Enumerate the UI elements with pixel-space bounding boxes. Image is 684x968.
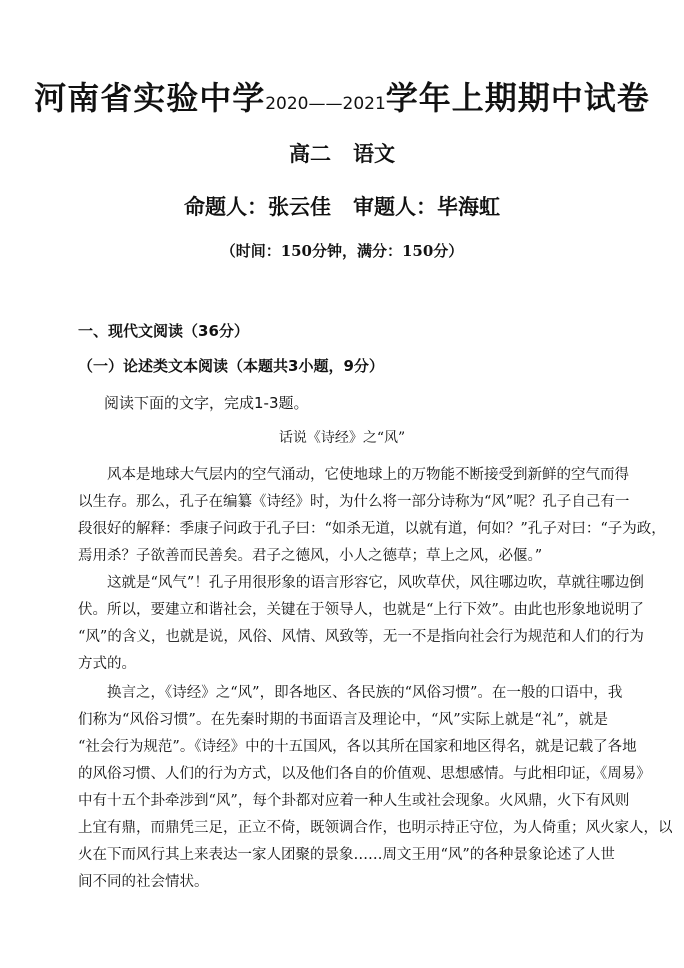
exam-time-info: （时间：150分钟，满分：150分） bbox=[220, 242, 464, 260]
article-paragraph-2 bbox=[78, 570, 644, 678]
article-paragraph-3 bbox=[78, 680, 673, 896]
exam-subject: 高二 语文 bbox=[289, 141, 395, 166]
exam-authors: 命题人：张云佳 审题人：毕海虹 bbox=[184, 194, 500, 219]
paragraph-line: 方式的。 bbox=[78, 656, 136, 672]
paragraph-line: 以生存。那么，孔子在编纂《诗经》时，为什么将一部分诗称为“风”呢？孔子自己有一 bbox=[78, 494, 630, 510]
section-heading-1: 一、现代文阅读（36分） bbox=[78, 322, 249, 340]
exam-title-term: 学年上期期中试卷 bbox=[385, 79, 650, 117]
paragraph-line: 间不同的社会情状。 bbox=[78, 874, 209, 890]
exam-title-school: 河南省实验中学 bbox=[34, 79, 266, 117]
paragraph-line: “社会行为规范”。《诗经》中的十五国风，各以其所在国家和地区得名，就是记载了各地 bbox=[78, 739, 637, 755]
paragraph-line: 的风俗习惯、人们的行为方式，以及他们各自的价值观、思想感情。与此相印证，《周易》 bbox=[78, 766, 651, 782]
article-paragraph-1 bbox=[78, 462, 666, 570]
paragraph-line: 段很好的解释：季康子问政于孔子曰：“如杀无道，以就有道，何如？”孔子对曰：“子为政， bbox=[78, 521, 666, 537]
paragraph-line: 火在下而风行其上来表达一家人团聚的景象……周文王用“风”的各种景象论述了人世 bbox=[78, 847, 615, 863]
exam-title bbox=[0, 78, 684, 124]
section-heading-1-1: （一）论述类文本阅读（本题共3小题，9分） bbox=[78, 357, 384, 375]
reading-instruction: 阅读下面的文字，完成1-3题。 bbox=[104, 394, 309, 412]
paragraph-line: 风本是地球大气层内的空气涌动，它使地球上的万物能不断接受到新鲜的空气而得 bbox=[78, 467, 629, 483]
paragraph-line: 伏。所以，要建立和谐社会，关键在于领导人，也就是“上行下效”。由此也形象地说明了 bbox=[78, 602, 644, 618]
paragraph-line: 上宜有鼎，而鼎凭三足，正立不倚，既领调合作，也明示持正守位，为人倚重；风火家人，以 bbox=[78, 820, 673, 836]
paragraph-line: 这就是“风气”！孔子用很形象的语言形容它，风吹草伏，风往哪边吹，草就往哪边倒 bbox=[78, 575, 644, 591]
exam-title-years: 2020——2021 bbox=[265, 94, 386, 114]
article-title: 话说《诗经》之“风” bbox=[278, 430, 406, 446]
paragraph-line: 换言之，《诗经》之“风”，即各地区、各民族的“风俗习惯”。在一般的口语中，我 bbox=[78, 685, 623, 701]
paragraph-line: 中有十五个卦牵涉到“风”，每个卦都对应着一种人生或社会现象。火风鼎，火下有风则 bbox=[78, 793, 630, 809]
paragraph-line: “风”的含义，也就是说，风俗、风情、风致等，无一不是指向社会行为规范和人们的行为 bbox=[78, 629, 644, 645]
paragraph-line: 焉用杀？子欲善而民善矣。君子之德风，小人之德草；草上之风，必偃。” bbox=[78, 548, 543, 564]
paragraph-line: 们称为“风俗习惯”。在先秦时期的书面语言及理论中，“风”实际上就是“礼”，就是 bbox=[78, 712, 608, 728]
